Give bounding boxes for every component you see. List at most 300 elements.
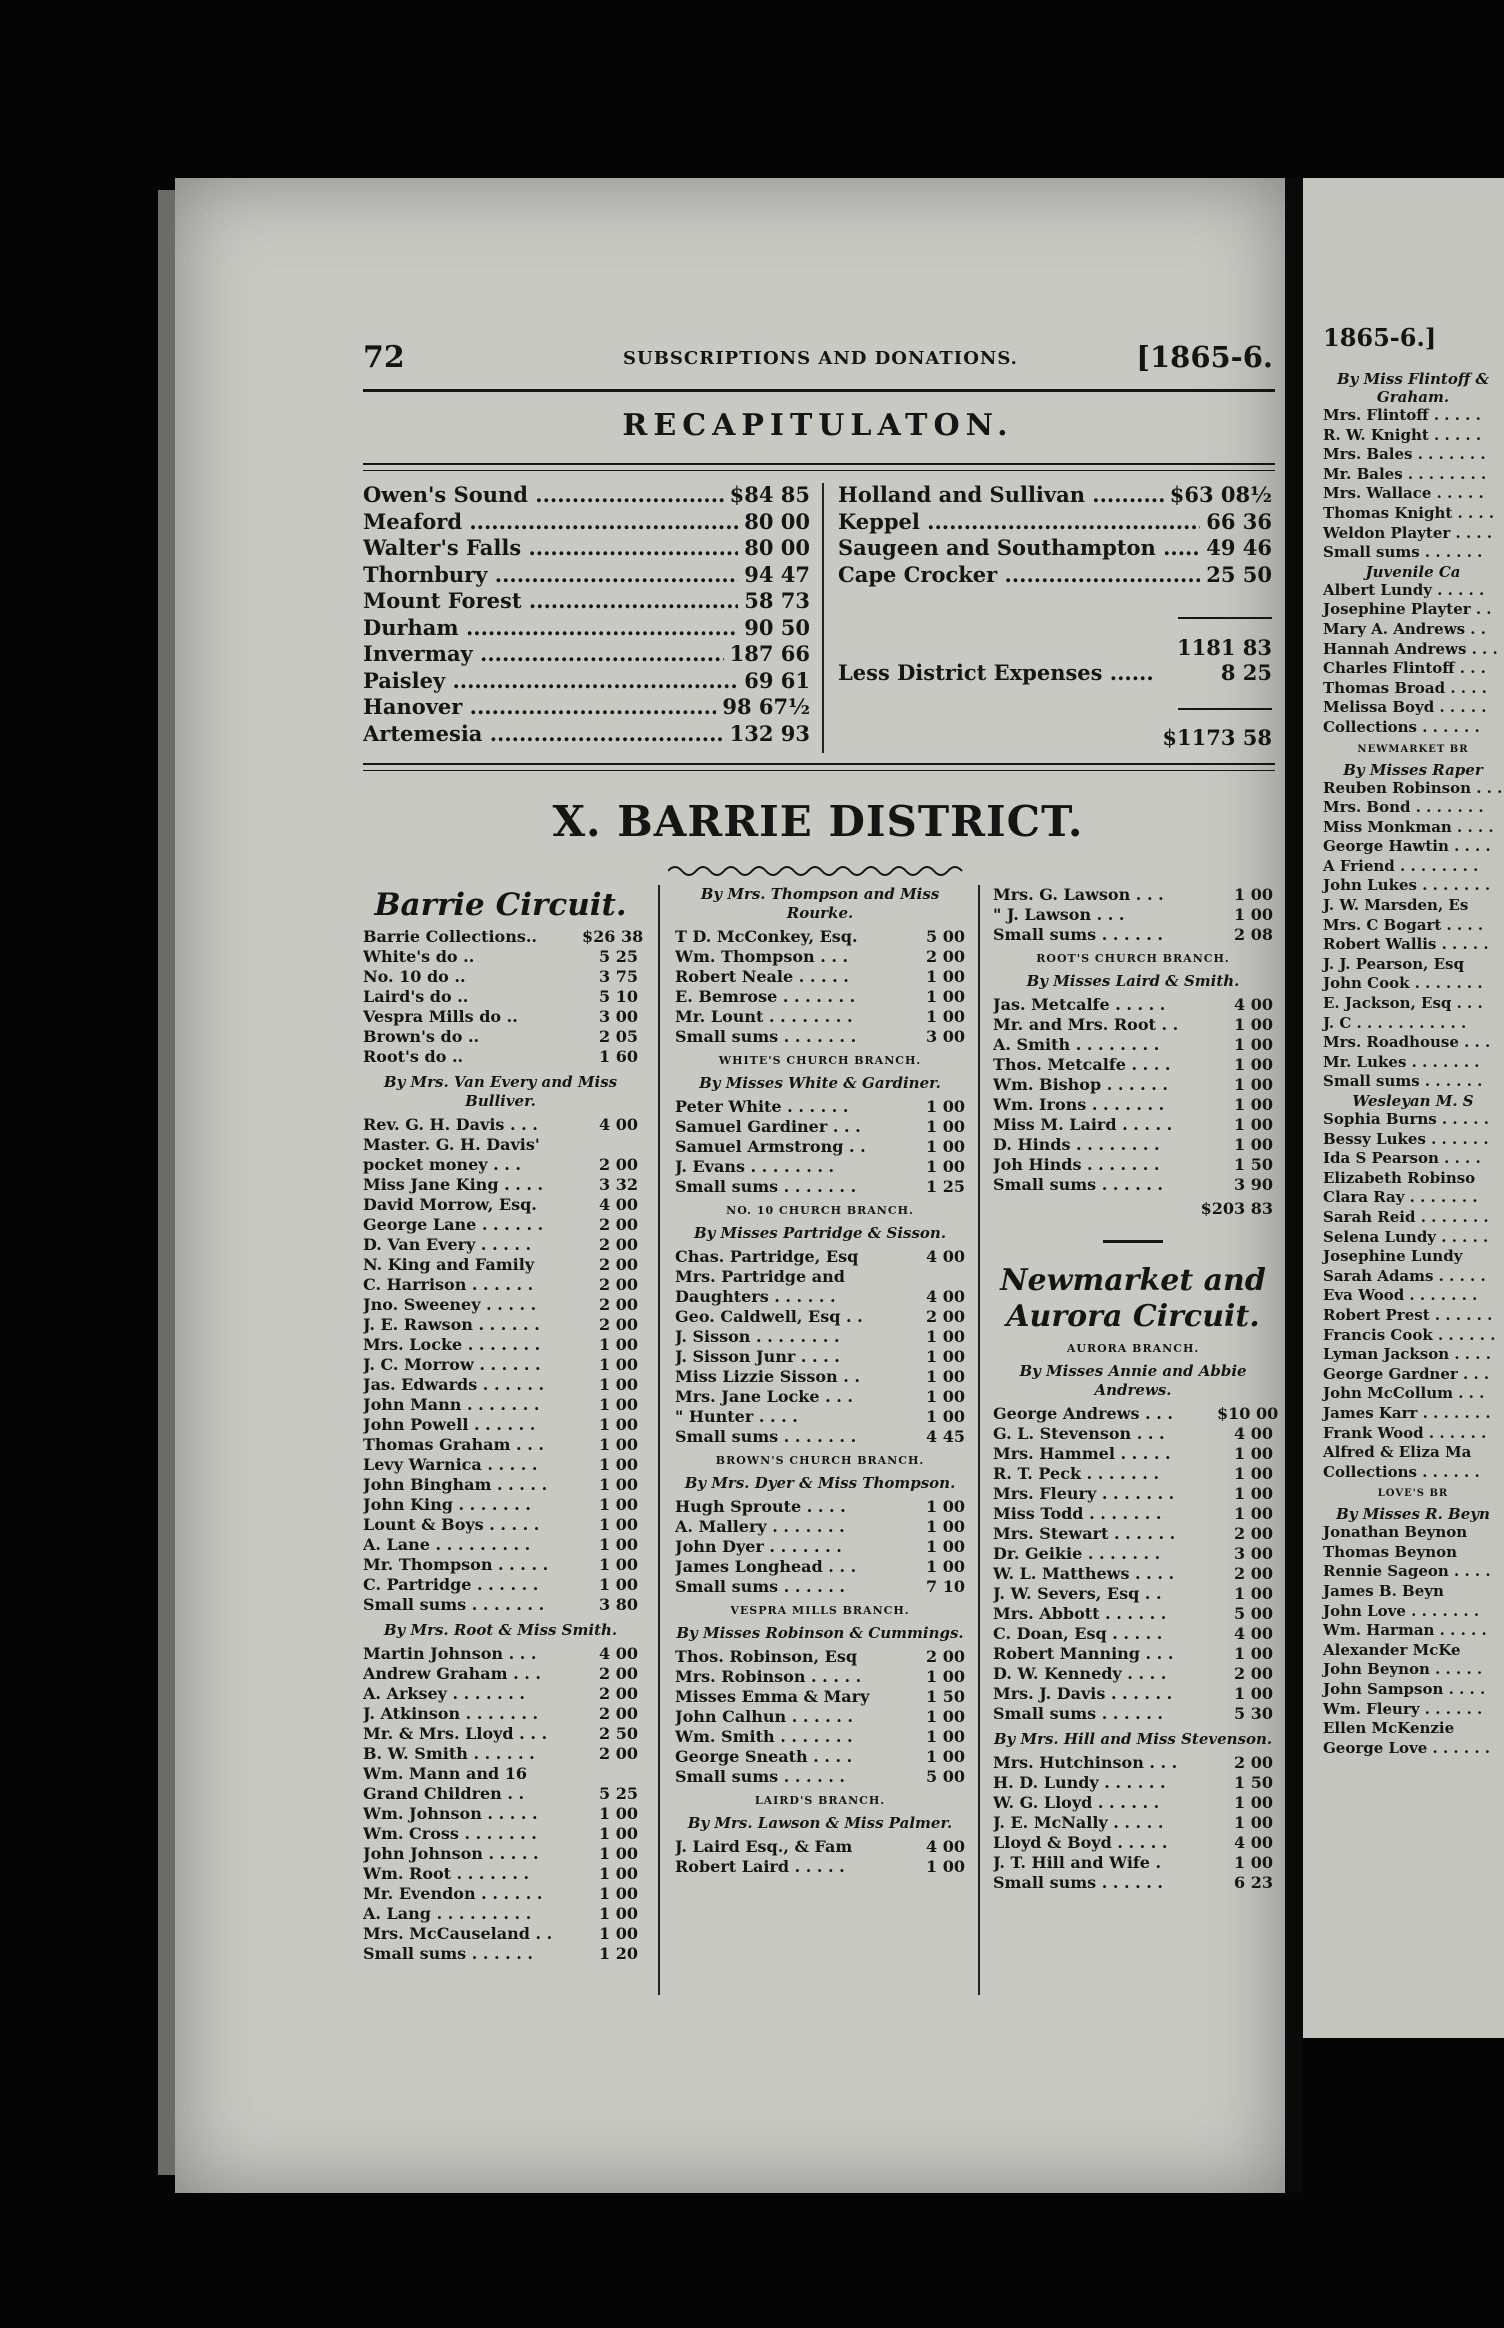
list-item: [363, 1924, 638, 1944]
donor-name: George Sneath . . . .: [675, 1747, 853, 1766]
donor-name: D. Hinds . . . . . . . .: [993, 1135, 1160, 1154]
list-item: [675, 1407, 965, 1427]
list-item: [363, 1864, 638, 1884]
list-item: [993, 1075, 1273, 1095]
branch-heading: WHITE'S CHURCH BRANCH.: [718, 1054, 922, 1067]
donor-amount: 1 00: [926, 1557, 965, 1576]
recap-row: [363, 615, 810, 642]
list-item: [993, 1644, 1273, 1664]
byline: By Mrs. Van Every and Miss Bulliver.: [383, 1073, 618, 1110]
branch-total: $203 83: [1200, 1199, 1273, 1218]
ornament-squiggle-icon: [668, 860, 968, 882]
list-item: James B. Beyn: [1323, 1582, 1444, 1601]
donor-name: Mr. and Mrs. Root . .: [993, 1015, 1179, 1034]
list-item: [675, 1327, 965, 1347]
donor-amount: 4 00: [926, 1287, 965, 1306]
list-item: James Karr . . . . . . .: [1323, 1403, 1491, 1422]
list-item: [363, 1944, 638, 1964]
donor-amount: 5 00: [926, 1767, 965, 1786]
donor-amount: 2 00: [599, 1704, 638, 1723]
branch-heading: LOVE'S BR: [1377, 1488, 1449, 1500]
list-item: [363, 1335, 638, 1355]
list-item: [993, 1424, 1273, 1444]
donor-amount: 2 00: [1234, 1664, 1273, 1683]
recap-row: [838, 562, 1272, 589]
donor-amount: 1 00: [1234, 1684, 1273, 1703]
list-item: John Sampson . . . .: [1323, 1680, 1486, 1699]
list-item: [363, 1255, 638, 1275]
recap-place: Durham .....: [363, 615, 738, 642]
recap-row: [363, 721, 810, 748]
list-item: [993, 1604, 1273, 1624]
donor-name: " J. Lawson . . .: [993, 905, 1125, 924]
donor-amount: 1 00: [1234, 905, 1273, 924]
donor-name: C. Doan, Esq . . . . .: [993, 1624, 1163, 1643]
donor-amount: 1 00: [599, 1335, 638, 1354]
list-item: Mr. Lukes . . . . . . .: [1323, 1052, 1480, 1071]
donor-name: John Mann . . . . . . .: [363, 1395, 540, 1414]
recap-bottom-rule-2: [363, 770, 1275, 771]
list-item: [993, 1704, 1273, 1724]
recap-place: Cape Crocker .....: [838, 562, 1200, 589]
list-item: [675, 1517, 965, 1537]
list-item: [363, 1704, 638, 1724]
right-page-year: 1865-6.]: [1323, 323, 1437, 352]
donor-amount: 1 00: [599, 1515, 638, 1534]
list-item: [363, 1115, 638, 1135]
donor-amount: 2 00: [599, 1684, 638, 1703]
donor-amount: [582, 1135, 638, 1155]
list-item: [675, 1387, 965, 1407]
donor-amount: 1 00: [1234, 1135, 1273, 1154]
list-item: [363, 1495, 638, 1515]
list-item: [675, 1557, 965, 1577]
donor-name: Laird's do ..: [363, 987, 469, 1006]
list-item: [363, 1155, 638, 1175]
donor-amount: 1 60: [599, 1047, 638, 1066]
donor-name: Mrs. Hutchinson . . .: [993, 1753, 1178, 1772]
donor-name: Jas. Edwards . . . . . .: [363, 1375, 545, 1394]
recap-less-row: [838, 660, 1272, 687]
list-item: Ida S Pearson . . . .: [1323, 1149, 1481, 1168]
donor-name: Small sums . . . . . . .: [675, 1177, 857, 1196]
list-item: [363, 1804, 638, 1824]
donor-amount: 1 00: [599, 1575, 638, 1594]
byline: By Misses R. Beyn: [1336, 1505, 1490, 1524]
list-item: [675, 1347, 965, 1367]
list-item: [363, 1395, 638, 1415]
donor-amount: 1 00: [599, 1455, 638, 1474]
list-item: [363, 1215, 638, 1235]
recap-place: Paisley .....: [363, 668, 738, 695]
list-item: [675, 1117, 965, 1137]
list-item: [363, 1475, 638, 1495]
donor-amount: 2 50: [599, 1724, 638, 1743]
list-item: Mrs. Wallace . . . . .: [1323, 484, 1484, 503]
recap-amount: $84 85: [729, 482, 810, 507]
recap-row: [363, 694, 810, 721]
list-item: [993, 1155, 1273, 1175]
donor-amount: 1 00: [926, 1117, 965, 1136]
list-item: [363, 1904, 638, 1924]
donor-name: Wm. Root . . . . . . .: [363, 1864, 530, 1883]
list-item: [363, 1047, 638, 1067]
donor-amount: 1 00: [926, 1727, 965, 1746]
list-item: Clara Ray . . . . . . .: [1323, 1188, 1478, 1207]
byline: By Mrs. Lawson & Miss Palmer.: [687, 1814, 953, 1832]
list-item: [993, 1524, 1273, 1544]
donor-amount: 1 00: [599, 1844, 638, 1863]
donor-name: Rev. G. H. Davis . . .: [363, 1115, 538, 1134]
recap-right-column: [838, 482, 1272, 588]
list-item: [675, 1747, 965, 1767]
donor-list: [675, 1247, 965, 1447]
list-item: Frank Wood . . . . . .: [1323, 1423, 1487, 1442]
donor-amount: 4 00: [926, 1837, 965, 1856]
list-item: Lyman Jackson . . . .: [1323, 1345, 1491, 1364]
donor-amount: 1 00: [926, 1007, 965, 1026]
list-item: Jonathan Beynon: [1323, 1523, 1468, 1542]
list-item: [363, 1195, 638, 1215]
list-item: [993, 1624, 1273, 1644]
donor-name: John Calhun . . . . . .: [675, 1707, 853, 1726]
list-item: [675, 1647, 965, 1667]
recap-row: [363, 482, 810, 509]
donor-amount: 1 00: [926, 1137, 965, 1156]
donor-name: H. D. Lundy . . . . . .: [993, 1773, 1166, 1792]
donor-amount: 3 00: [599, 1007, 638, 1026]
donor-name: Mr. Thompson . . . . .: [363, 1555, 549, 1574]
donor-name: Lloyd & Boyd . . . . .: [993, 1833, 1168, 1852]
donor-amount: $26 38: [582, 927, 644, 946]
donor-amount: 5 00: [926, 927, 965, 946]
donor-name: Jno. Sweeney . . . . .: [363, 1295, 537, 1314]
byline: By Misses Annie and Abbie Andrews.: [1019, 1362, 1247, 1399]
recap-place: Walter's Falls .....: [363, 535, 738, 562]
recap-place: Mount Forest .....: [363, 588, 738, 615]
recap-amount: 49 46: [1206, 535, 1272, 560]
donor-amount: 1 00: [1234, 1055, 1273, 1074]
list-item: [363, 1435, 638, 1455]
donor-amount: 5 00: [1234, 1604, 1273, 1623]
list-item: Alexander McKe: [1323, 1640, 1461, 1659]
donor-name: J. W. Severs, Esq . .: [993, 1584, 1162, 1603]
page-gutter: [1285, 178, 1303, 2193]
list-item: [675, 1427, 965, 1447]
list-item: George Hawtin . . . .: [1323, 837, 1491, 856]
donor-name: Small sums . . . . . .: [363, 1944, 533, 1963]
donor-name: A. Arksey . . . . . . .: [363, 1684, 525, 1703]
recap-place: Artemesia .....: [363, 721, 724, 748]
recap-less-amount: 8 25: [1220, 660, 1272, 685]
donor-name: J. Atkinson . . . . . . .: [363, 1704, 539, 1723]
list-item: [363, 1275, 638, 1295]
recap-sum-rule-2: [1178, 708, 1272, 710]
donor-name: A. Mallery . . . . . . .: [675, 1517, 845, 1536]
donor-name: David Morrow, Esq.: [363, 1195, 537, 1214]
list-item: [993, 1684, 1273, 1704]
donor-amount: 2 00: [599, 1295, 638, 1314]
donor-name: Samuel Armstrong . .: [675, 1137, 866, 1156]
donor-name: Small sums . . . . . . .: [675, 1027, 857, 1046]
list-item: Thomas Beynon: [1323, 1542, 1458, 1561]
recap-row: [363, 668, 810, 695]
list-item: [675, 1027, 965, 1047]
donor-name: Misses Emma & Mary: [675, 1687, 870, 1706]
donor-amount: 1 00: [926, 967, 965, 986]
donor-list: [675, 1647, 965, 1787]
list-item: [993, 995, 1273, 1015]
page-header: [363, 340, 1273, 384]
recap-amount: 132 93: [729, 720, 810, 746]
list-item: [363, 947, 638, 967]
donor-name: George Lane . . . . . .: [363, 1215, 544, 1234]
donor-name: B. W. Smith . . . . . .: [363, 1744, 535, 1763]
donor-amount: 2 00: [1234, 1524, 1273, 1543]
donor-name: J. Evans . . . . . . . .: [675, 1157, 835, 1176]
donor-amount: 2 00: [599, 1215, 638, 1234]
list-item: [993, 1664, 1273, 1684]
list-item: John Lukes . . . . . . .: [1323, 876, 1491, 895]
recap-title: RECAPITULATON.: [622, 408, 1014, 443]
donor-amount: 1 00: [1234, 1015, 1273, 1034]
recap-amount: 187 66: [729, 641, 810, 666]
donor-amount: 2 08: [1234, 925, 1273, 944]
list-item: [993, 1853, 1273, 1873]
donor-list: [993, 995, 1273, 1195]
list-item: [675, 1727, 965, 1747]
recap-place: Owen's Sound .....: [363, 482, 724, 509]
list-item: Eva Wood . . . . . . .: [1323, 1286, 1478, 1305]
list-item: [675, 967, 965, 987]
donor-name: Master. G. H. Davis': [363, 1135, 540, 1154]
donor-amount: 1 00: [926, 1857, 965, 1876]
donor-amount: 1 00: [926, 1747, 965, 1766]
recap-top-rule-2: [363, 470, 1275, 471]
donor-name: Mrs. Stewart . . . . . .: [993, 1524, 1176, 1543]
list-item: Sarah Reid . . . . . . .: [1323, 1207, 1489, 1226]
list-item: Mary A. Andrews . .: [1323, 619, 1486, 638]
recap-amount: 80 00: [744, 535, 810, 560]
donor-amount: 2 00: [599, 1235, 638, 1254]
donor-amount: 1 00: [926, 1407, 965, 1426]
list-item: Wm. Fleury . . . . . .: [1323, 1699, 1483, 1718]
donor-name: John King . . . . . . .: [363, 1495, 531, 1514]
donor-amount: 1 00: [599, 1435, 638, 1454]
list-item: [993, 1564, 1273, 1584]
donor-name: Mrs. Abbott . . . . . .: [993, 1604, 1167, 1623]
donor-amount: 2 00: [599, 1664, 638, 1683]
donor-amount: 4 00: [1234, 995, 1273, 1014]
list-item: [993, 1135, 1273, 1155]
list-item: [675, 1007, 965, 1027]
donor-amount: 1 00: [926, 1667, 965, 1686]
donor-name: Mrs. J. Davis . . . . . .: [993, 1684, 1173, 1703]
list-item: [363, 1007, 638, 1027]
donor-amount: 5 25: [599, 947, 638, 966]
list-item: Bessy Lukes . . . . . .: [1323, 1129, 1489, 1148]
running-title: SUBSCRIPTIONS AND DONATIONS.: [623, 348, 1018, 369]
donor-name: Miss Todd . . . . . . .: [993, 1504, 1162, 1523]
list-item: [363, 1295, 638, 1315]
list-item: [993, 1793, 1273, 1813]
list-item: Mrs. Roadhouse . . .: [1323, 1033, 1491, 1052]
donor-amount: 1 00: [599, 1395, 638, 1414]
donor-name: Wm. Mann and 16: [363, 1764, 527, 1783]
donor-amount: 1 00: [926, 1537, 965, 1556]
page-number: 72: [363, 340, 405, 375]
byline: Juvenile Ca: [1365, 562, 1461, 581]
recap-subtotal: [1150, 635, 1272, 660]
byline: By Misses Robinson & Cummings.: [676, 1624, 964, 1642]
donor-amount: 2 00: [926, 1307, 965, 1326]
donor-amount: 7 10: [926, 1577, 965, 1596]
branch-heading: LAIRD'S BRANCH.: [754, 1794, 886, 1807]
donor-amount: 1 00: [1234, 1035, 1273, 1054]
list-item: Selena Lundy . . . . .: [1323, 1227, 1489, 1246]
list-item: [363, 927, 644, 947]
donor-name: Wm. Johnson . . . . .: [363, 1804, 538, 1823]
recap-row: [363, 509, 810, 536]
recap-amount: 66 36: [1206, 508, 1272, 534]
donor-amount: 1 00: [1234, 1853, 1273, 1872]
list-item: [993, 1753, 1273, 1773]
list-item: George Love . . . . . .: [1323, 1738, 1490, 1757]
byline: By Mrs. Dyer & Miss Thompson.: [684, 1474, 956, 1492]
list-item: Thomas Broad . . . .: [1323, 678, 1487, 697]
list-item: [675, 1707, 965, 1727]
list-item: [363, 1235, 638, 1255]
donor-amount: 1 00: [1234, 1584, 1273, 1603]
donor-name: Mr. Lount . . . . . . . .: [675, 1007, 853, 1026]
column-rule: [658, 885, 660, 1995]
branch-heading: VESPRA MILLS BRANCH.: [730, 1604, 910, 1617]
list-item: Ellen McKenzie: [1323, 1719, 1455, 1738]
list-item: [675, 1157, 965, 1177]
list-item: [993, 1584, 1273, 1604]
donor-amount: 1 00: [599, 1884, 638, 1903]
list-item: [993, 885, 1273, 905]
list-item: [675, 1247, 965, 1267]
donor-amount: 5 25: [599, 1784, 638, 1803]
recap-top-rule: [363, 463, 1275, 465]
donor-list: [993, 1404, 1279, 1724]
recap-place: Invermay .....: [363, 641, 724, 668]
list-item: Rennie Sageon . . . .: [1323, 1562, 1491, 1581]
donor-amount: 2 00: [599, 1275, 638, 1294]
list-item: [993, 1444, 1273, 1464]
list-item: [675, 1307, 965, 1327]
donor-name: Robert Neale . . . . .: [675, 967, 849, 986]
donor-name: C. Partridge . . . . . .: [363, 1575, 539, 1594]
list-item: [363, 967, 638, 987]
list-item: [363, 1644, 638, 1664]
recap-place: Hanover .....: [363, 694, 716, 721]
donor-amount: 5 10: [599, 987, 638, 1006]
donor-amount: 1 00: [599, 1495, 638, 1514]
list-item: [363, 1555, 638, 1575]
donor-name: John Johnson . . . . .: [363, 1844, 539, 1863]
list-item: [675, 987, 965, 1007]
donor-amount: 6 23: [1234, 1873, 1273, 1892]
donor-amount: 1 00: [599, 1804, 638, 1823]
list-item: John Love . . . . . . .: [1323, 1601, 1480, 1620]
column-barrie-branches: [675, 885, 965, 1877]
donor-amount: 1 00: [599, 1475, 638, 1494]
list-item: Elizabeth Robinso: [1323, 1168, 1476, 1187]
donor-name: Jas. Metcalfe . . . . .: [993, 995, 1166, 1014]
donor-list: [993, 885, 1273, 945]
donor-amount: 2 00: [599, 1155, 638, 1174]
recap-bottom-rule: [363, 763, 1275, 765]
donor-name: Wm. Thompson . . .: [675, 947, 849, 966]
list-item: Mrs. Bond . . . . . . .: [1323, 798, 1484, 817]
recap-row: [363, 641, 810, 668]
donor-name: Wm. Smith . . . . . . .: [675, 1727, 853, 1746]
recap-amount: 80 00: [744, 508, 810, 534]
list-item: [675, 1367, 965, 1387]
donor-amount: 1 00: [599, 1375, 638, 1394]
donor-amount: 1 00: [926, 1097, 965, 1116]
donor-name: Small sums . . . . . .: [675, 1577, 845, 1596]
donor-name: Small sums . . . . . .: [993, 1873, 1163, 1892]
list-item: A Friend . . . . . . . .: [1323, 856, 1479, 875]
donor-name: J. E. Rawson . . . . . .: [363, 1315, 540, 1334]
list-item: Alfred & Eliza Ma: [1323, 1443, 1472, 1462]
list-item: Albert Lundy . . . . .: [1323, 580, 1485, 599]
list-item: [993, 1773, 1273, 1793]
donor-amount: 1 50: [1234, 1155, 1273, 1174]
recap-amount: 98 67½: [722, 694, 810, 719]
list-item: [993, 905, 1273, 925]
list-item: Small sums . . . . . .: [1323, 1072, 1483, 1091]
donor-amount: 4 00: [599, 1644, 638, 1663]
branch-heading: NO. 10 CHURCH BRANCH.: [726, 1204, 914, 1217]
donor-name: John Powell . . . . . .: [363, 1415, 536, 1434]
list-item: [675, 1097, 965, 1117]
donor-name: Robert Manning . . .: [993, 1644, 1174, 1663]
list-item: [993, 1833, 1273, 1853]
donor-name: Thos. Metcalfe . . . .: [993, 1055, 1171, 1074]
list-item: [363, 1315, 638, 1335]
donor-amount: 5 30: [1234, 1704, 1273, 1723]
donor-amount: 1 00: [1234, 1644, 1273, 1663]
donor-amount: 1 00: [1234, 1095, 1273, 1114]
byline: By Mrs. Thompson and Miss Rourke.: [700, 885, 940, 922]
list-item: [993, 1813, 1273, 1833]
donor-name: Wm. Cross . . . . . . .: [363, 1824, 537, 1843]
donor-name: N. King and Family: [363, 1255, 535, 1274]
list-item: Collections . . . . . .: [1323, 717, 1480, 736]
list-item: [363, 1844, 638, 1864]
donor-amount: 1 00: [599, 1864, 638, 1883]
recap-sum-rule-1: [1178, 617, 1272, 619]
list-item: [993, 1175, 1273, 1195]
recap-amount: 25 50: [1206, 561, 1272, 587]
donor-amount: [909, 1267, 965, 1287]
donor-amount: 2 00: [1234, 1753, 1273, 1772]
branch-heading: NEWMARKET BR: [1357, 743, 1469, 755]
donor-name: White's do ..: [363, 947, 475, 966]
list-item: [363, 1764, 638, 1784]
donor-name: Daughters . . . . . .: [675, 1287, 836, 1306]
donor-amount: 1 50: [1234, 1773, 1273, 1792]
list-item: [993, 1095, 1273, 1115]
donor-name: Hugh Sproute . . . .: [675, 1497, 846, 1516]
byline: By Misses Raper: [1343, 760, 1483, 779]
donor-amount: 1 00: [1234, 1075, 1273, 1094]
donor-name: Brown's do ..: [363, 1027, 480, 1046]
